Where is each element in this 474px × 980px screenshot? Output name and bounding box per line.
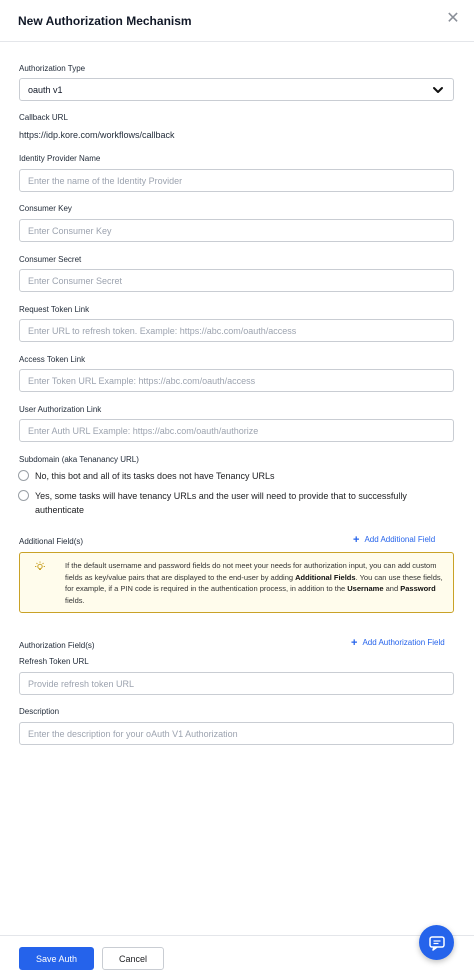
identity-provider-name-input[interactable] <box>19 169 454 192</box>
cancel-button[interactable]: Cancel <box>102 947 164 970</box>
lightbulb-icon <box>34 561 46 573</box>
info-text-part: If the default username and password fields do not meet your needs for authorization input, you can add custom fields as key/value pairs that are displayed to the end-user by adding <box>65 561 437 582</box>
subdomain-label: Subdomain (aka Tenanancy URL) <box>19 455 139 464</box>
info-bold-password: Password <box>400 584 436 593</box>
user-authorization-link-label: User Authorization Link <box>19 405 102 414</box>
chat-support-button[interactable] <box>419 925 454 960</box>
info-text-part: and <box>383 584 401 593</box>
refresh-token-url-input[interactable] <box>19 672 454 695</box>
consumer-key-input[interactable] <box>19 219 454 242</box>
additional-fields-info-box <box>19 552 454 613</box>
close-icon[interactable]: ✕ <box>446 10 460 27</box>
consumer-secret-input[interactable] <box>19 269 454 292</box>
access-token-link-input[interactable] <box>19 369 454 392</box>
info-text-part: fields. <box>65 595 85 605</box>
request-token-link-input[interactable] <box>19 319 454 342</box>
additional-fields-label: Additional Field(s) <box>19 537 84 546</box>
modal-header <box>0 0 474 42</box>
description-input[interactable] <box>19 722 454 745</box>
consumer-key-label: Consumer Key <box>19 204 72 213</box>
refresh-token-url-label: Refresh Token URL <box>19 657 89 666</box>
subdomain-option-yes-label: Yes, some tasks will have tenancy URLs and the user will need to provide that to successfully authenticate <box>35 491 407 515</box>
description-label: Description <box>19 707 60 716</box>
modal-title: New Authorization Mechanism <box>18 14 192 28</box>
radio-button[interactable] <box>18 490 29 501</box>
info-bold-username: Username <box>347 584 384 593</box>
add-authorization-field-link[interactable] <box>351 638 445 647</box>
callback-url-value: https://idp.kore.com/workflows/callback <box>19 130 175 140</box>
request-token-link-label: Request Token Link <box>19 305 90 314</box>
user-authorization-link-input[interactable] <box>19 419 454 442</box>
add-additional-field-link[interactable] <box>353 535 435 544</box>
add-additional-field-label: Add Additional Field <box>364 535 436 544</box>
additional-fields-info-text <box>65 560 447 606</box>
chevron-down-icon <box>432 85 444 95</box>
plus-icon: + <box>353 533 360 546</box>
radio-button[interactable] <box>18 470 29 481</box>
add-authorization-field-label: Add Authorization Field <box>362 638 445 647</box>
plus-icon: + <box>351 636 358 649</box>
authorization-type-value: oauth v1 <box>28 85 63 95</box>
info-bold-additional-fields: Additional Fields <box>295 572 356 582</box>
subdomain-option-yes[interactable] <box>18 489 435 517</box>
chat-bubble-icon <box>428 934 446 952</box>
authorization-type-select[interactable] <box>19 78 454 101</box>
identity-provider-name-label: Identity Provider Name <box>19 154 101 163</box>
callback-url-label: Callback URL <box>19 113 68 122</box>
subdomain-option-no-label: No, this bot and all of its tasks does not have Tenancy URLs <box>35 471 275 481</box>
authorization-type-label: Authorization Type <box>19 64 86 73</box>
consumer-secret-label: Consumer Secret <box>19 255 82 264</box>
info-text-part: . You can use these fields, for example, if a PIN code is required in the authentication process, in addition to the <box>65 572 443 593</box>
save-auth-button[interactable]: Save Auth <box>19 947 94 970</box>
authorization-fields-label: Authorization Field(s) <box>19 641 95 650</box>
subdomain-option-no[interactable] <box>18 469 435 483</box>
access-token-link-label: Access Token Link <box>19 355 86 364</box>
